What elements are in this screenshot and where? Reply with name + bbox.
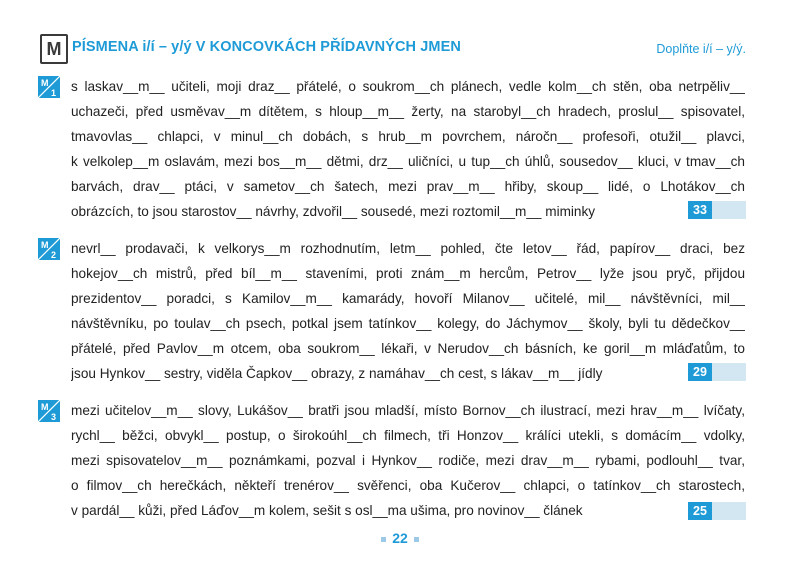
badge-letter: M — [41, 402, 49, 412]
section-badge-2 — [38, 238, 60, 260]
section-badge-icon — [38, 76, 60, 98]
text-line: barvách, drav__ ptáci, v sametov__ch šatech, mezi prav__m__ hřiby, skoup__ lidé, o Lhotákov__ch — [71, 179, 745, 194]
section-text-1 — [71, 74, 745, 224]
score-value: 33 — [688, 201, 712, 219]
score-box-2 — [688, 363, 746, 381]
badge-letter: M — [41, 78, 49, 88]
text-line: prezidentov__ poradci, s Kamilov__m__ kamarády, hovoří Milanov__ učitelé, mil__ návštěvníci, mil__ — [71, 291, 745, 306]
page-footer — [0, 530, 800, 546]
exercise-instruction: Doplňte i/í – y/ý. — [656, 42, 746, 56]
exercise-header — [40, 34, 760, 64]
text-line: k velkolep__m oslavám, mezi bos__m__ dětmi, drz__ uličníci, u tup__ch úhlů, sousedov__ kluci, v tmav__ch — [71, 154, 745, 169]
score-box-1 — [688, 201, 746, 219]
text-line: návštěvníku, po toulav__ch psech, potkal jsem tatínkov__ kolegy, do Jáchymov__ školy, byli tu dědečkov__ — [71, 316, 745, 331]
badge-number: 2 — [51, 250, 57, 260]
footer-square-icon — [414, 537, 419, 542]
score-box-3 — [688, 502, 746, 520]
section-badge-3 — [38, 400, 60, 422]
badge-number: 1 — [51, 88, 57, 98]
text-line: o filmov__ch herečkách, někteří trenérov__ svěřenci, oba Kučerov__ chlapci, o tatínkov__ch starostech, — [71, 478, 745, 493]
badge-number: 3 — [51, 412, 57, 422]
text-line: nevrl__ prodavači, k velkorys__m rozhodnutím, letm__ pohled, čte letov__ řád, papírov__ draci, bez — [71, 241, 745, 256]
text-line: přátelé, před Pavlov__m otcem, oba soukrom__ lékaři, v Nerudov__ch básních, ke goril__m mláďatům, to — [71, 341, 745, 356]
text-line: obrázcích, to jsou starostov__ návrhy, zdvořil__ sousedé, mezi roztomil__m__ miminky — [71, 204, 596, 219]
badge-letter: M — [41, 240, 49, 250]
section-text-3 — [71, 398, 745, 523]
text-line: hokejov__ch mistrů, před bíl__m__ staveními, proti znám__m hercům, Petrov__ lyže jsou pryč, přijdou — [71, 266, 745, 281]
score-value: 25 — [688, 502, 712, 520]
section-badge-1 — [38, 76, 60, 98]
text-line: tmavovlas__ chlapci, v minul__ch dobách, s hrub__m povrchem, náročn__ profesoři, otužil__ plavci, — [71, 129, 745, 144]
section-badge-icon — [38, 400, 60, 422]
exercise-type-badge: M — [40, 34, 68, 64]
score-value: 29 — [688, 363, 712, 381]
section-text-2 — [71, 236, 745, 386]
text-line: jsou Hynkov__ sestry, viděla Čapkov__ obrazy, z namáhav__ch cest, s lákav__m__ jídly — [71, 366, 603, 381]
section-badge-icon — [38, 238, 60, 260]
text-line: mezi spisovatelov__m__ poznámkami, pozval i Hynkov__ rodiče, mezi drav__m__ rybami, podlouhl__ tvar, — [71, 453, 745, 468]
text-line: rychl__ běžci, obvykl__ postup, o širokoúhl__ch filmech, tři Honzov__ králíci utekli, s domácím__ vdolky, — [71, 428, 745, 443]
text-line: v pardál__ kůži, před Láďov__m kolem, sešit s osl__ma ušima, pro novinov__ článek — [71, 503, 583, 518]
text-line: s laskav__m__ učiteli, moji draz__ přátelé, o soukrom__ch plánech, vedle kolm__ch stěn, oba netrpěliv__ — [71, 79, 745, 94]
text-line: uchazeči, před usměvav__m dítětem, s hloup__m__ žerty, na starobyl__ch hradech, proslul__ spisovatel, — [71, 104, 745, 119]
exercise-title: PÍSMENA i/í – y/ý V KONCOVKÁCH PŘÍDAVNÝCH JMEN — [72, 39, 461, 55]
text-line: mezi učitelov__m__ slovy, Lukášov__ bratři jsou mladší, místo Bornov__ch ilustrací, mezi hrav__m__ lvíčaty, — [71, 403, 745, 418]
page-number: 22 — [392, 530, 408, 546]
footer-square-icon — [381, 537, 386, 542]
